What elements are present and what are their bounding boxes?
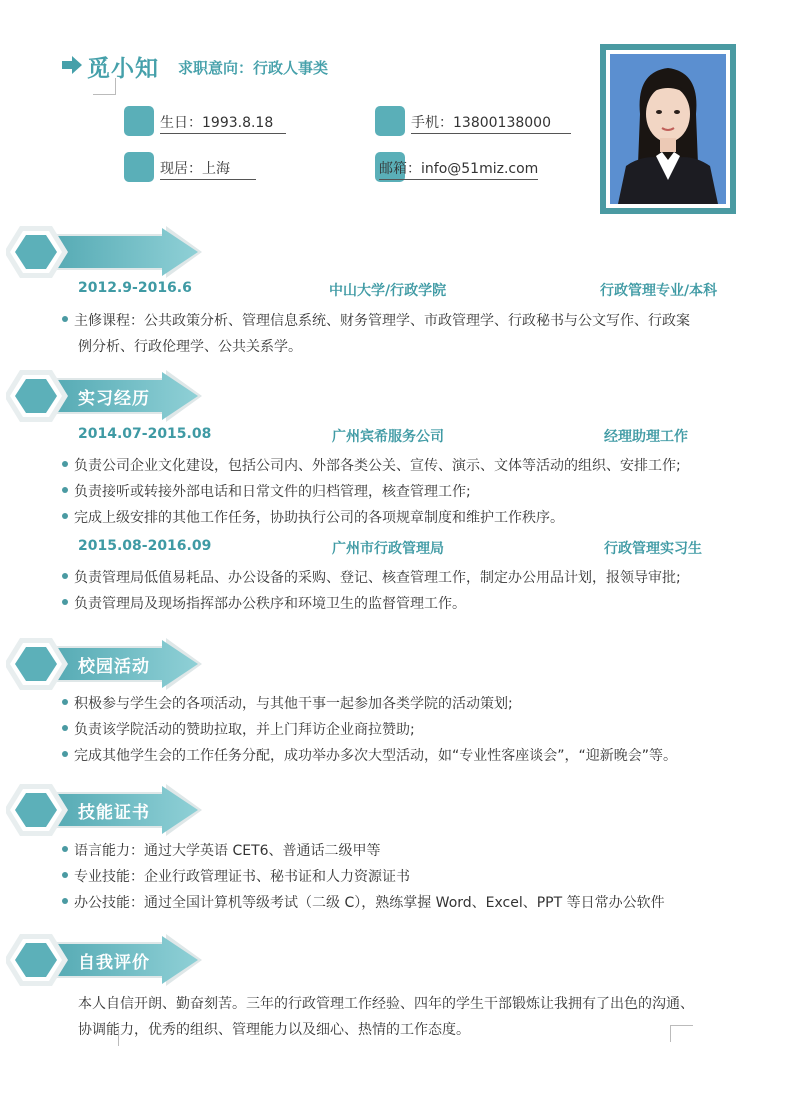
list-item: 主修课程：公共政策分析、管理信息系统、财务管理学、市政管理学、行政秘书与公文写作、行政案	[62, 308, 690, 334]
self-evaluation-line: 协调能力，优秀的组织、管理能力以及细心、热情的工作态度。	[78, 1022, 470, 1038]
list-item: 负责公司企业文化建设，包括公司内、外部各类公关、宣传、演示、文体等活动的组织、安排工作;	[62, 453, 681, 479]
list-item: 负责管理局低值易耗品、办公设备的采购、登记、核查管理工作，制定办公用品计划，报领导审批;	[62, 565, 681, 591]
internship-title: 实习经历	[78, 389, 150, 409]
list-item: 负责管理局及现场指挥部办公秩序和环境卫生的监督管理工作。	[62, 591, 466, 617]
campus-title: 校园活动	[78, 657, 150, 677]
phone-icon	[375, 106, 405, 136]
skills-title: 技能证书	[78, 803, 150, 823]
corner-mark	[96, 1030, 119, 1046]
corner-mark	[670, 1025, 693, 1042]
list-item: 负责接听或转接外部电话和日常文件的归档管理，核查管理工作;	[62, 479, 471, 505]
campus-banner	[6, 634, 206, 694]
profile-photo	[600, 44, 736, 214]
phone-field: 手机：13800138000	[411, 112, 571, 134]
internship-company: 广州宾希服务公司	[332, 429, 444, 445]
residence-field: 现居：上海	[160, 158, 256, 180]
internship-banner	[6, 366, 206, 426]
skills-banner	[6, 780, 206, 840]
email-field: 邮箱：info@51miz.com	[379, 158, 538, 180]
corner-mark	[93, 78, 116, 95]
list-item: 语言能力：通过大学英语 CET6、普通话二级甲等	[62, 838, 381, 864]
list-item: 专业技能：企业行政管理证书、秘书证和人力资源证书	[62, 864, 410, 890]
residence-icon	[124, 152, 154, 182]
education-date: 2012.9-2016.6	[78, 280, 192, 296]
list-item: 负责该学院活动的赞助拉取，并上门拜访企业商拉赞助;	[62, 717, 415, 743]
birthday-field: 生日：1993.8.18	[160, 112, 286, 134]
internship-date: 2015.08-2016.09	[78, 538, 212, 554]
birthday-icon	[124, 106, 154, 136]
list-item: 完成其他学生会的工作任务分配，成功举办多次大型活动，如“专业性客座谈会”，“迎新晚会”等。	[62, 743, 677, 769]
self-evaluation-line: 本人自信开朗、勤奋刻苦。三年的行政管理工作经验、四年的学生干部锻炼让我拥有了出色的沟通、	[78, 996, 694, 1012]
education-banner	[6, 222, 206, 282]
internship-role: 行政管理实习生	[604, 541, 702, 557]
internship-role: 经理助理工作	[604, 429, 688, 445]
job-intent: 求职意向：行政人事类	[178, 59, 329, 77]
education-major: 行政管理专业/本科	[600, 283, 718, 299]
self-banner	[6, 930, 206, 990]
list-item: 完成上级安排的其他工作任务，协助执行公司的各项规章制度和维护工作秩序。	[62, 505, 564, 531]
internship-date: 2014.07-2015.08	[78, 426, 212, 442]
internship-company: 广州市行政管理局	[332, 541, 444, 557]
self-title: 自我评价	[78, 953, 150, 973]
list-item-continued: 例分析、行政伦理学、公共关系学。	[78, 339, 302, 355]
arrow-icon	[62, 56, 82, 74]
candidate-name: 觅小知	[87, 56, 159, 82]
banner-shape	[6, 222, 206, 282]
list-item: 积极参与学生会的各项活动，与其他干事一起参加各类学院的活动策划;	[62, 691, 513, 717]
list-item: 办公技能：通过全国计算机等级考试（二级 C），熟练掌握 Word、Excel、PPT 等日常办公软件	[62, 890, 665, 916]
portrait-image	[610, 54, 726, 204]
education-school: 中山大学/行政学院	[329, 283, 447, 299]
